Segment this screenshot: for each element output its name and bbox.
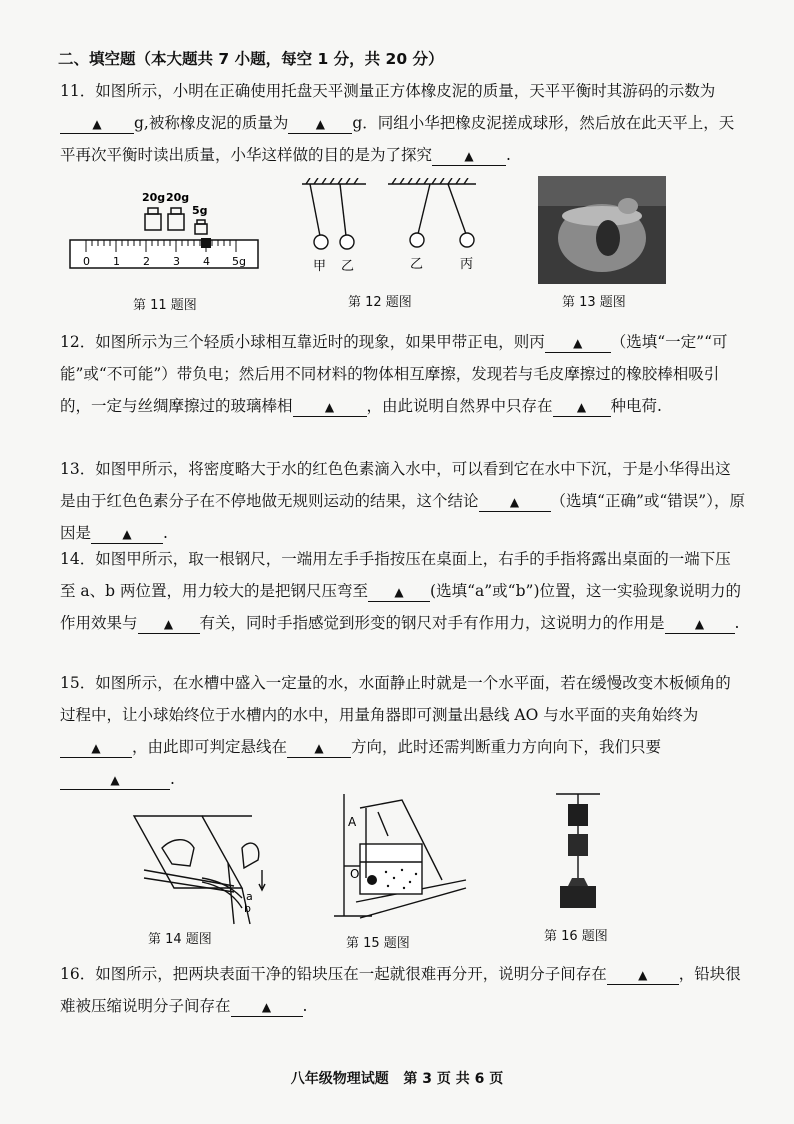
answer-blank[interactable] (607, 965, 679, 985)
blank-triangle: ▲ (638, 968, 648, 982)
q14-text-3: 有关，同时手指感觉到形变的钢尺对手有作用力，这说明力的作用是 (199, 614, 665, 632)
answer-blank[interactable] (665, 614, 735, 634)
weight-label-2: 20g (166, 191, 190, 204)
answer-blank[interactable] (231, 997, 303, 1017)
figure-11-caption: 第 11 题图 (133, 298, 197, 313)
q14-text-1: 14．如图甲所示，取一根钢尺，一端用左手手指按压在桌面上，右手的手指将露出桌面的一端下压至 a、b 两位置，用力较大的是把钢尺压弯至 (60, 550, 731, 600)
figure-15-caption: 第 15 题图 (346, 936, 410, 951)
q16-text-1: 16．如图所示，把两块表面干净的铅块压在一起就很难再分开，说明分子间存在 (60, 965, 607, 983)
answer-blank[interactable] (60, 738, 132, 758)
scale-tick-label: 2 (143, 255, 150, 268)
answer-blank[interactable] (60, 114, 134, 134)
figure-16 (546, 790, 610, 912)
figure-12 (296, 178, 486, 278)
section-title: 二、填空题（本大题共 7 小题，每空 1 分，共 20 分） (58, 50, 444, 68)
scale-tick-label: 3 (173, 255, 180, 268)
position-label-b: b (244, 902, 251, 915)
q11-text-4: . (506, 146, 511, 164)
q12-text-4: 种电荷. (610, 397, 662, 415)
question-12 (60, 326, 745, 422)
answer-blank[interactable] (287, 738, 351, 758)
q16-text-3: . (302, 997, 308, 1015)
scale-tick-label: 4 (203, 255, 210, 268)
question-16 (60, 958, 745, 1022)
page-footer (0, 1068, 794, 1088)
answer-blank[interactable] (138, 614, 200, 634)
footer-page-number: 第 3 页 共 6 页 (403, 1071, 504, 1087)
figure-16-caption: 第 16 题图 (544, 929, 608, 944)
answer-blank[interactable] (60, 770, 170, 790)
q14-text-2: (选填“a”或“b”)位置，这一实验现象说明力的作用效果与 (60, 582, 741, 632)
blank-triangle: ▲ (110, 773, 120, 787)
answer-blank[interactable] (288, 114, 352, 134)
q15-text-1: 15．如图所示，在水槽中盛入一定量的水，水面静止时就是一个水平面，若在缓慢改变木板倾角的过程中，让小球始终位于水槽内的水中，用量角器即可测量出悬线 AO 与水平面的夹角始终为 (60, 674, 731, 724)
blank-triangle: ▲ (394, 585, 404, 599)
blank-triangle: ▲ (315, 117, 325, 131)
blank-triangle: ▲ (122, 527, 132, 541)
figure-15 (332, 790, 472, 930)
answer-blank[interactable] (293, 397, 367, 417)
weight-label-1: 20g (142, 191, 166, 204)
footer-subject: 八年级物理试题 (290, 1071, 389, 1087)
figure-11 (66, 180, 266, 280)
point-label-o: O (350, 867, 360, 881)
blank-triangle: ▲ (92, 117, 102, 131)
q15-text-3: 方向，此时还需判断重力方向向下，我们只要 (351, 738, 662, 756)
q11-text-3: g．同组小华把橡皮泥搓成球形，然后放在此天平上，天平再次平衡时读出质量，小华这样做的目的是为了探究 (60, 114, 735, 164)
blank-triangle: ▲ (314, 741, 324, 755)
figure-14-caption: 第 14 题图 (148, 932, 212, 947)
scale-tick-label: 1 (113, 255, 120, 268)
answer-blank[interactable] (545, 333, 611, 353)
blank-triangle: ▲ (576, 400, 587, 414)
blank-triangle: ▲ (694, 617, 705, 631)
q11-text-1: 11．如图所示，小明在正确使用托盘天平测量正方体橡皮泥的质量，天平平衡时其游码的示数为 (60, 82, 716, 100)
position-label-a: a (246, 890, 253, 903)
q12-text-1: 12．如图所示为三个轻质小球相互靠近时的现象，如果甲带正电，则丙 (60, 333, 545, 351)
blank-triangle: ▲ (464, 149, 474, 163)
answer-blank[interactable] (553, 397, 611, 417)
q12-text-3: ，由此说明自然界中只存在 (366, 397, 553, 415)
blank-triangle: ▲ (509, 495, 520, 509)
ball-label-bing: 丙 (460, 257, 474, 272)
q13-text-1: 13．如图甲所示，将密度略大于水的红色色素滴入水中，可以看到它在水中下沉，于是小华得出这是由于红色色素分子在不停地做无规则运动的结果，这个结论 (60, 460, 731, 510)
q13-text-2: （选填“正确”或“错误”），原因是 (60, 492, 745, 542)
point-label-a: A (348, 815, 357, 829)
q15-text-4: . (170, 770, 175, 788)
q12-text-2: （选填“一定”“可能”或“不可能”）带负电；然后用不同材料的物体相互摩擦，发现若与毛皮摩擦过的橡胶棒相吸引的，一定与丝绸摩擦过的玻璃棒相 (60, 333, 728, 415)
q14-text-4: . (734, 614, 740, 632)
question-11 (60, 75, 745, 171)
q16-text-2: ，铅块很难被压缩说明分子间存在 (60, 965, 741, 1015)
ball-label-yi-2: 乙 (410, 257, 424, 272)
question-14 (60, 543, 745, 639)
q15-text-2: ，由此即可判定悬线在 (132, 738, 288, 756)
figure-13-caption: 第 13 题图 (562, 295, 626, 310)
weight-label-3: 5g (192, 204, 208, 217)
blank-triangle: ▲ (573, 336, 583, 350)
blank-triangle: ▲ (324, 400, 335, 414)
scale-tick-label: 0 (83, 255, 90, 268)
figure-14 (132, 808, 282, 926)
blank-triangle: ▲ (163, 617, 174, 631)
ball-label-yi: 乙 (341, 259, 355, 274)
rider-slider (201, 238, 211, 248)
scale-tick-label: 5g (232, 255, 246, 268)
question-13 (60, 453, 745, 549)
blank-triangle: ▲ (91, 741, 101, 755)
blank-triangle: ▲ (261, 1000, 272, 1014)
answer-blank[interactable] (368, 582, 430, 602)
answer-blank[interactable] (432, 146, 506, 166)
figure-13-photo (538, 176, 666, 284)
q13-text-3: . (163, 524, 168, 542)
answer-blank[interactable] (91, 524, 163, 544)
question-15 (60, 667, 745, 795)
figure-12-caption: 第 12 题图 (348, 295, 412, 310)
answer-blank[interactable] (479, 492, 551, 512)
q11-text-2: g,被称橡皮泥的质量为 (134, 114, 289, 132)
ball-label-jia: 甲 (313, 259, 327, 274)
